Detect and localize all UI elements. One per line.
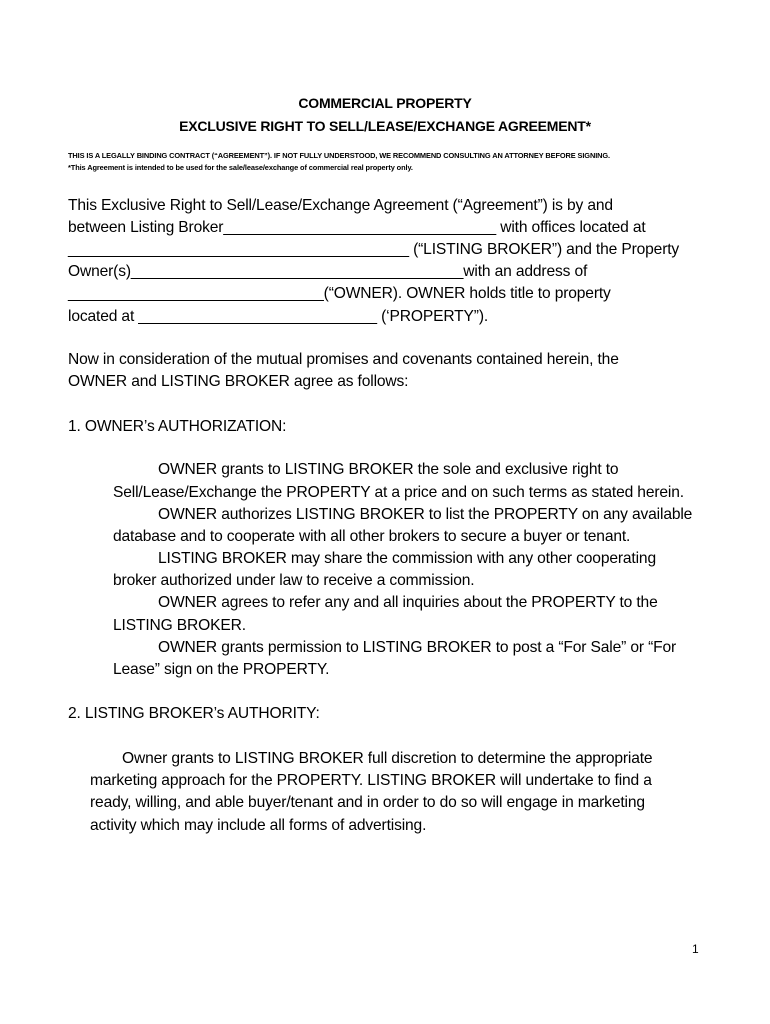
document-title-line-2: EXCLUSIVE RIGHT TO SELL/LEASE/EXCHANGE AGREEMENT* [179,118,591,134]
section-1-line: Lease” sign on the PROPERTY. [113,661,330,678]
section-1-line: database and to cooperate with all other brokers to secure a buyer or tenant. [113,528,631,545]
section-1-line: OWNER grants to LISTING BROKER the sole and exclusive right to [158,461,619,478]
intro-line: Owner(s)_______________________________________with an address of [68,263,588,280]
legal-notice-line-2: *This Agreement is intended to be used for the sale/lease/exchange of commercial real property only. [68,163,413,172]
section-2-line: Owner grants to LISTING BROKER full discretion to determine the appropriate [122,750,653,767]
consideration-line: OWNER and LISTING BROKER agree as follows: [68,373,409,390]
section-2-heading: 2. LISTING BROKER’s AUTHORITY: [68,705,320,722]
section-1-line: broker authorized under law to receive a commission. [113,572,475,589]
section-2-line: activity which may include all forms of advertising. [90,817,427,834]
section-1-line: Sell/Lease/Exchange the PROPERTY at a price and on such terms as stated herein. [113,484,684,501]
section-1-line: OWNER grants permission to LISTING BROKER to post a “For Sale” or “For [158,639,677,656]
intro-line: ________________________________________ (“LISTING BROKER”) and the Property [68,241,680,258]
document-title-line-1: COMMERCIAL PROPERTY [298,95,472,111]
section-2-line: ready, willing, and able buyer/tenant and in order to do so will engage in marketing [90,794,645,811]
legal-notice-line-1: THIS IS A LEGALLY BINDING CONTRACT (“AGREEMENT”). IF NOT FULLY UNDERSTOOD, WE RECOMMEND CONSULTING AN ATTORNEY BEFORE SIGNING. [68,151,610,160]
section-1-line: OWNER agrees to refer any and all inquiries about the PROPERTY to the [158,594,658,611]
intro-line: This Exclusive Right to Sell/Lease/Exchange Agreement (“Agreement”) is by and [68,197,613,214]
section-1-line: OWNER authorizes LISTING BROKER to list the PROPERTY on any available [158,506,693,523]
intro-line: ______________________________(“OWNER). OWNER holds title to property [68,285,611,302]
intro-line: between Listing Broker________________________________ with offices located at [68,219,646,236]
section-1-heading: 1. OWNER’s AUTHORIZATION: [68,418,287,435]
page-number: 1 [692,942,699,956]
section-1-line: LISTING BROKER may share the commission with any other cooperating [158,550,656,567]
consideration-line: Now in consideration of the mutual promises and covenants contained herein, the [68,351,619,368]
section-1-line: LISTING BROKER. [113,617,246,634]
section-2-line: marketing approach for the PROPERTY. LISTING BROKER will undertake to find a [90,772,652,789]
intro-line: located at ____________________________ (‘PROPERTY”). [68,308,489,325]
